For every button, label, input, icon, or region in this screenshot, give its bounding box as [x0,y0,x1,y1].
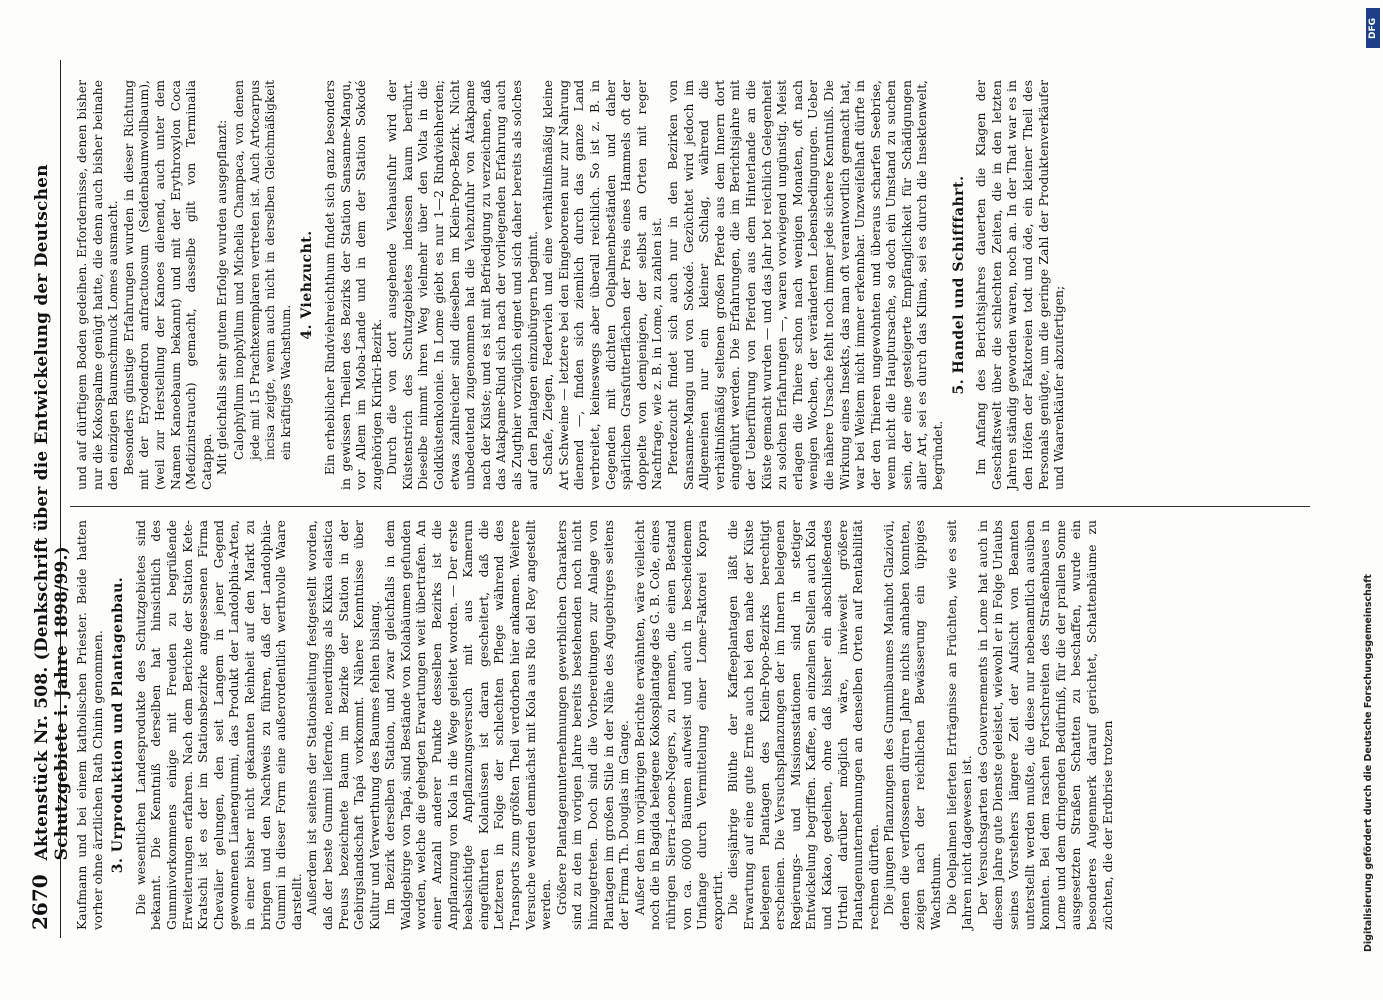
section-heading: 5. Handel und Schifffahrt. [950,175,967,395]
header-rule [60,60,61,938]
column-divider [70,506,1310,507]
paragraph: Außer den im vorjährigen Berichte erwähnten, wäre vielleicht noch die in Bagida belegene Kokosplantage des G. B. Cole, eines rührigen Sierra-Leone-Negers, zu nennen, die einen Bestand von ca. 6000 Bäumen aufweist und auch in bescheidenem Umfange durch Vermittelung einer Lome-Faktorei Kopra exportirt. [631,520,725,930]
paragraph: Außerdem ist seitens der Stationsleitung festgestellt worden, daß der beste Gummi liefernde, neuerdings als Kikxia elastica Preuss bezeichnete Baum im Bezirke der Station in der Gebirgslandschaft Tapá vorkommt. Nähere Kenntnisse über Kultur und Verwerthung des Baumes fehlen bislang. [304,520,382,930]
paragraph: Pferdezucht findet sich auch nur in den Bezirken von Sansanne-Mangu und von Sokodé. Gezüchtet wird jedoch im Allgemeinen nur ein kleiner Schlag, während die verhältnißmäßig seltenen großen Pferde aus dem Innern dort eingeführt werden. Die Erfahrungen, die im Berichtsjahre mit der Ueberführung von Pferden aus dem Hinterlande an die Küste gemacht wurden — und das Jahr bot reichlich Gelegenheit zu solchen Erfahrungen —, waren vorwiegend ungünstig. Meist erlagen die Thiere schon nach wenigen Monaten, oft nach wenigen Wochen, der veränderten Lebensbedingungen. Ueber die nähere Ursache fehlt noch immer jede sichere Kenntniß. Die Wirkung eines Insekts, das man oft verantwortlich gemacht hat, war bei Weitem nicht immer erkennbar. Unzweifelhaft dürfte in der den Thieren ungewohnten und überaus scharfen Seebrise, wenn nicht die Hauptursache, so doch ein Umstand zu suchen sein, der eine gesteigerte Empfänglichkeit für Schädigungen aller Art, sei es durch das Klima, sei es durch die Insektenwelt, begründet. [664,80,946,490]
paragraph: Die diesjährige Blüthe der Kaffeeplantagen läßt die Erwartung auf eine gute Ernte auch bei den nahe der Küste belegenen Plantagen des Klein-Popo-Bezirks berechtigt erscheinen. Die Versuchspflanzungen der im Innern belegenen Regierungs- und Missionsstationen sind in stetiger Entwickelung begriffen. Kaffee, an einzelnen Stellen auch Kola und Kakao, gedeihen, ohne daß bisher ein abschließendes Urtheil darüber möglich wäre, inwieweit größere Plantagenunternehmungen an denselben Orten auf Rentabilität rechnen dürften. [725,520,881,930]
paragraph: Ein erheblicher Rindviehreichthum findet sich ganz besonders in gewissen Theilen des Bezirks der Station Sansanne-Mangu, vor Allem im Moba-Lande und in dem der Station Sokodé zugehörigen Kirikri-Bezirk. [321,80,384,490]
dfg-logo: DFG [1366,8,1380,48]
paragraph: und auf dürftigem Boden gedeihen. Erfordernisse, denen bisher nur die Kokospalme genügt hatte, die denn auch bisher beinahe den einzigen Baumschmuck Lomes ausmacht. [74,80,121,490]
paragraph: Der Versuchsgarten des Gouvernements in Lome hat auch in diesem Jahre gute Dienste geleistet, wiewohl er in Folge Urlaubs seines Vorstehers längere Zeit der Aufsicht von Beamten unterstellt werden mußte, die diese nur nebenamtlich ausüben konnten. Bei dem raschen Fortschreiten des Straßenbaues in Lome und dem dringenden Bedürfniß, für die der prallen Sonne ausgesetzten Straßen Schatten zu beschaffen, wurde ein besonderes Augenmerk darauf gerichtet, Schattenbäume zu züchten, die der Erdbrise trotzen [974,520,1115,930]
right-column [74,80,1067,490]
paragraph: Besonders günstige Erfahrungen wurden in dieser Richtung mit der Eryodendron anfractuosum (Seidenbaumwollbaum), (weil zur Herstellung der Kanoes dienend, auch unter dem Namen Kanoebaum bekannt) und mit der Erythroxylon Coca (Medizinstrauch) gemacht, dasselbe gilt von Terminalia Catappa. [120,80,214,490]
paragraph: Die wesentlichen Landesprodukte des Schutzgebietes sind bekannt. Die Kenntniß derselben hat hinsichtlich des Gummivorkommens einige mit Freuden zu begrüßende Erweiterungen erfahren. Nach dem Berichte der Station Kete-Kratschi ist es der im Stationsbezirke angesessenen Firma Chevalier gelungen, den seit Langem in jener Gegend gewonnenen Lianengummi, das Produkt der Landolphia-Arten, in einer bisher nicht gekannten Reinheit auf den Markt zu bringen und den Nachweis zu führen, daß der Landolphia-Gummi in dieser Form eine außerordentlich werthvolle Waare darstellt. [132,520,304,930]
digitization-credit: Digitalisierung gefördert durch die Deutsche Forschungsgemeinschaft [1363,574,1374,952]
indented-list: Calophyllum inophyllum und Michelia Champaca, von denen jede mit 15 Prachtexemplaren vertreten ist. Auch Artocarpus incisa zeigte, wenn auch nicht in derselben Gleichmäßigkeit ein kräftiges Wachsthum. [231,80,293,460]
paragraph: Schafe, Ziegen, Federvieh und eine verhältnißmäßig kleine Art Schweine — letztere bei den Eingeborenen nur zur Nahrung dienend —, finden sich ziemlich durch das ganze Land verbreitet, keineswegs aber überall reichlich. So ist z. B. in Gegenden mit dichten Oelpalmenbeständen und daher spärlichen Grasfutterflächen der Preis eines Hammels oft der doppelte von demjenigen, der selbst an Orten mit reger Nachfrage, wie z. B. in Lome, zu zahlen ist. [540,80,665,490]
paragraph: Mit gleichfalls sehr gutem Erfolge wurden ausgepflanzt: [214,119,230,476]
running-title: Aktenstück Nr. 508. (Denkschrift über die Entwickelung der Deutschen Schutzgebiete i. Jahre 1898/99.) [32,164,72,861]
paragraph: Durch die von dort ausgehende Viehausfuhr wird der Küstenstrich des Schutzgebietes indessen kaum berührt. Dieselbe nimmt ihren Weg vielmehr über den Volta in die Goldküstenkolonie. In Lome giebt es nur 1—2 Rindviehherden; etwas zahlreicher sind dieselben im Klein-Popo-Bezirk. Nicht unbedeutend zugenommen hat die Viehzufuhr von Atakpame nach der Küste; und es ist mit Befriedigung zu verzeichnen, daß das Atakpame-Rind sich nach der vorliegenden Erfahrung auch als Zugthier vorzüglich eignet und sich daher bereits als solches auf den Plantagen einzubürgern beginnt. [384,80,540,490]
paragraph: Im Anfang des Berichtsjahres dauerten die Klagen der Geschäftswelt über die schlechten Zeiten, die in den letzten Jahren ständig geworden waren, noch an. In der That war es in den Höfen der Faktoreien todt und öde, ein kleiner Theil des Personals genügte, um die geringe Zahl der Produktenverkäufer und Waarenkäufer abzufertigen; [973,80,1067,490]
section-heading: 4. Viehzucht. [299,230,316,340]
paragraph: Im Bezirk derselben Station, und zwar gleichfalls in dem Waldgebirge von Tapá, sind Bestände von Kolabäumen gefunden worden, welche die gehegten Erwartungen weit übertrafen. An einer Anzahl anderer Punkte desselben Bezirks ist die Anpflanzung von Kola in die Wege geleitet worden. — Der erste beabsichtigte Anpflanzungsversuch mit aus Kamerun eingeführten Kolanüssen ist daran gescheitert, daß die Letzteren in Folge der schlechten Pflege während des Transports zum größten Theil verdorben hier ankamen. Weitere Versuche werden demnächst mit Kola aus Rio del Rey angestellt werden. [382,520,554,930]
paragraph: Die Oelpalmen lieferten Erträgnisse an Früchten, wie es seit Jahren nicht dagewesen ist. [943,520,975,930]
paragraph: Größere Plantagenunternehmungen gewerblichen Charakters sind zu den im vorigen Jahre bereits bestehenden noch nicht hinzugetreten. Doch sind die Vorbereitungen zur Anlage von Plantagen im großen Stile in der Nähe des Agugebirges seitens der Firma Th. Douglas im Gange. [553,520,632,930]
page-header [28,60,72,930]
section-heading: 3. Urproduktion und Plantagenbau. [110,576,127,874]
left-column [74,520,1115,930]
paragraph: Die jungen Pflanzungen des Gummibaumes Manihot Glaziovii, denen die verflossenen dürren Jahre nichts anhaben konnten, zeigen nach der reichlichen Bewässerung ein üppiges Wachsthum. [881,520,944,930]
page-number: 2670 [28,874,52,930]
paragraph: Kaufmann und bei einem katholischen Priester. Beide hatten vorher ohne ärztlichen Rath Chinin genommen. [74,520,105,930]
